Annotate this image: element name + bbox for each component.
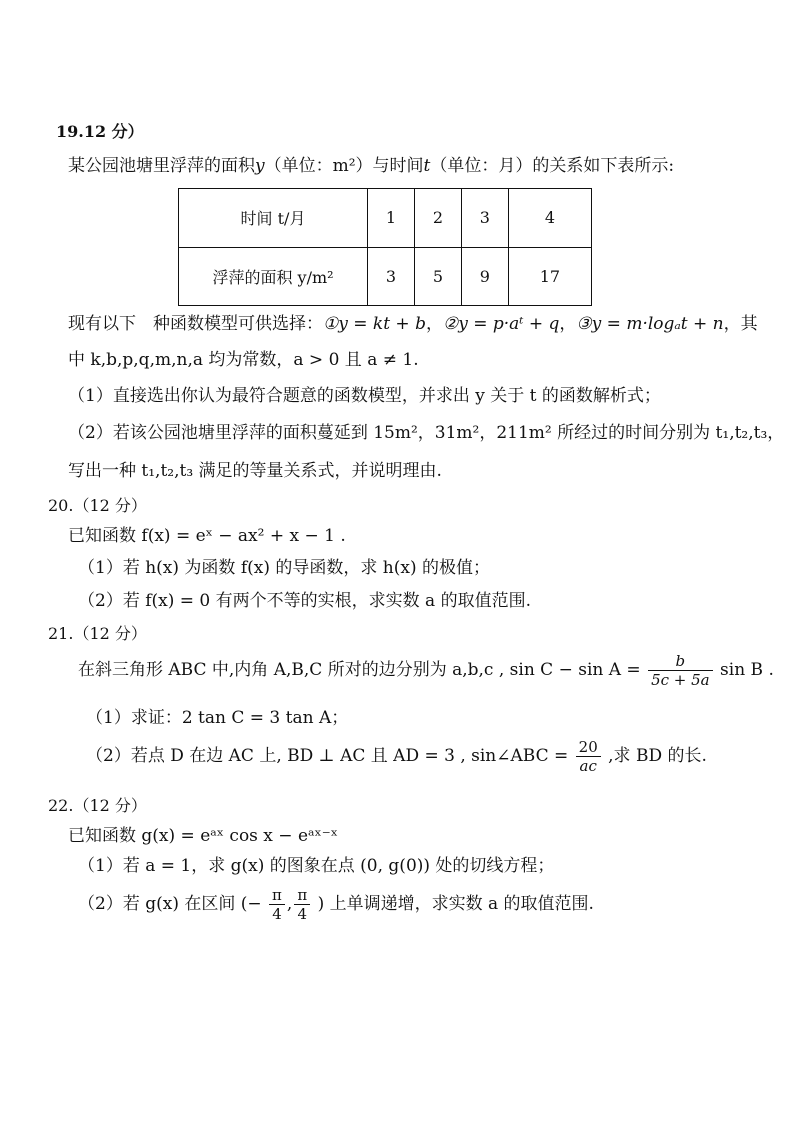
q19-intro: 某公园池塘里浮萍的面积y（单位：m²）与时间t（单位：月）的关系如下表所示: <box>68 156 675 176</box>
q19-part2-line2: 写出一种 t₁,t₂,t₃ 满足的等量关系式，并说明理由. <box>68 461 442 481</box>
q21-part2: （2）若点 D 在边 AC 上, BD ⊥ AC 且 AD = 3 , sin∠ABC = $\frac{20}{ac}$ ,求 BD 的长. <box>86 738 707 775</box>
fraction: $\frac{b}{5c + 5a}$ <box>648 652 713 689</box>
q22-given: 已知函数 g(x) = eᵃˣ cos x − eᵃˣ⁻ˣ <box>68 826 338 846</box>
fraction: $\frac{\pi}{4}$ <box>269 886 285 923</box>
q19-part2-line1: （2）若该公园池塘里浮萍的面积蔓延到 15m²，31m²，211m² 所经过的时间分别为 t₁,t₂,t₃， <box>68 423 785 443</box>
fraction: $\frac{\pi}{4}$ <box>294 886 310 923</box>
table-cell: 4 <box>508 189 591 248</box>
fraction: $\frac{20}{ac}$ <box>576 738 601 775</box>
q19-data-table <box>178 188 592 306</box>
table-row <box>179 247 592 306</box>
table-cell: 3 <box>368 247 415 306</box>
table-row-label: 时间 t/月 <box>179 189 368 248</box>
q21-given: 在斜三角形 ABC 中,内角 A,B,C 所对的边分别为 a,b,c , sin C − sin A = $\frac{b}{5c + 5a}$ sin B . <box>78 652 774 689</box>
table-cell: 3 <box>461 189 508 248</box>
q19-part1: （1）直接选出你认为最符合题意的函数模型，并求出 y 关于 t 的函数解析式； <box>68 386 661 406</box>
q19-constants: 中 k,b,p,q,m,n,a 均为常数，a > 0 且 a ≠ 1. <box>68 350 419 370</box>
table-cell: 2 <box>414 189 461 248</box>
q19-header: 19.12 分） <box>56 122 144 141</box>
q21-part1: （1）求证：2 tan C = 3 tan A； <box>86 708 349 728</box>
table-cell: 17 <box>508 247 591 306</box>
q22-part2: （2）若 g(x) 在区间 (− $\frac{\pi}{4}$ , $\frac{\pi}{4}$ ) 上单调递增，求实数 a 的取值范围. <box>78 886 594 923</box>
q19-models: 现有以下 种函数模型可供选择：①y = kt + b，②y = p·aᵗ + q，③y = m·logₐt + n，其 <box>68 314 758 334</box>
table-cell: 9 <box>461 247 508 306</box>
q22-header: 22.（12 分） <box>48 796 147 815</box>
table-row <box>179 189 592 248</box>
q20-header: 20.（12 分） <box>48 496 147 515</box>
q20-part2: （2）若 f(x) = 0 有两个不等的实根，求实数 a 的取值范围. <box>78 591 531 611</box>
q20-given: 已知函数 f(x) = eˣ − ax² + x − 1 . <box>68 526 346 546</box>
table-cell: 5 <box>414 247 461 306</box>
q20-part1: （1）若 h(x) 为函数 f(x) 的导函数，求 h(x) 的极值； <box>78 558 490 578</box>
table-cell: 1 <box>368 189 415 248</box>
table-row-label: 浮萍的面积 y/m² <box>179 247 368 306</box>
q22-part1: （1）若 a = 1，求 g(x) 的图象在点 (0, g(0)) 处的切线方程； <box>78 856 555 876</box>
q21-header: 21.（12 分） <box>48 624 147 643</box>
